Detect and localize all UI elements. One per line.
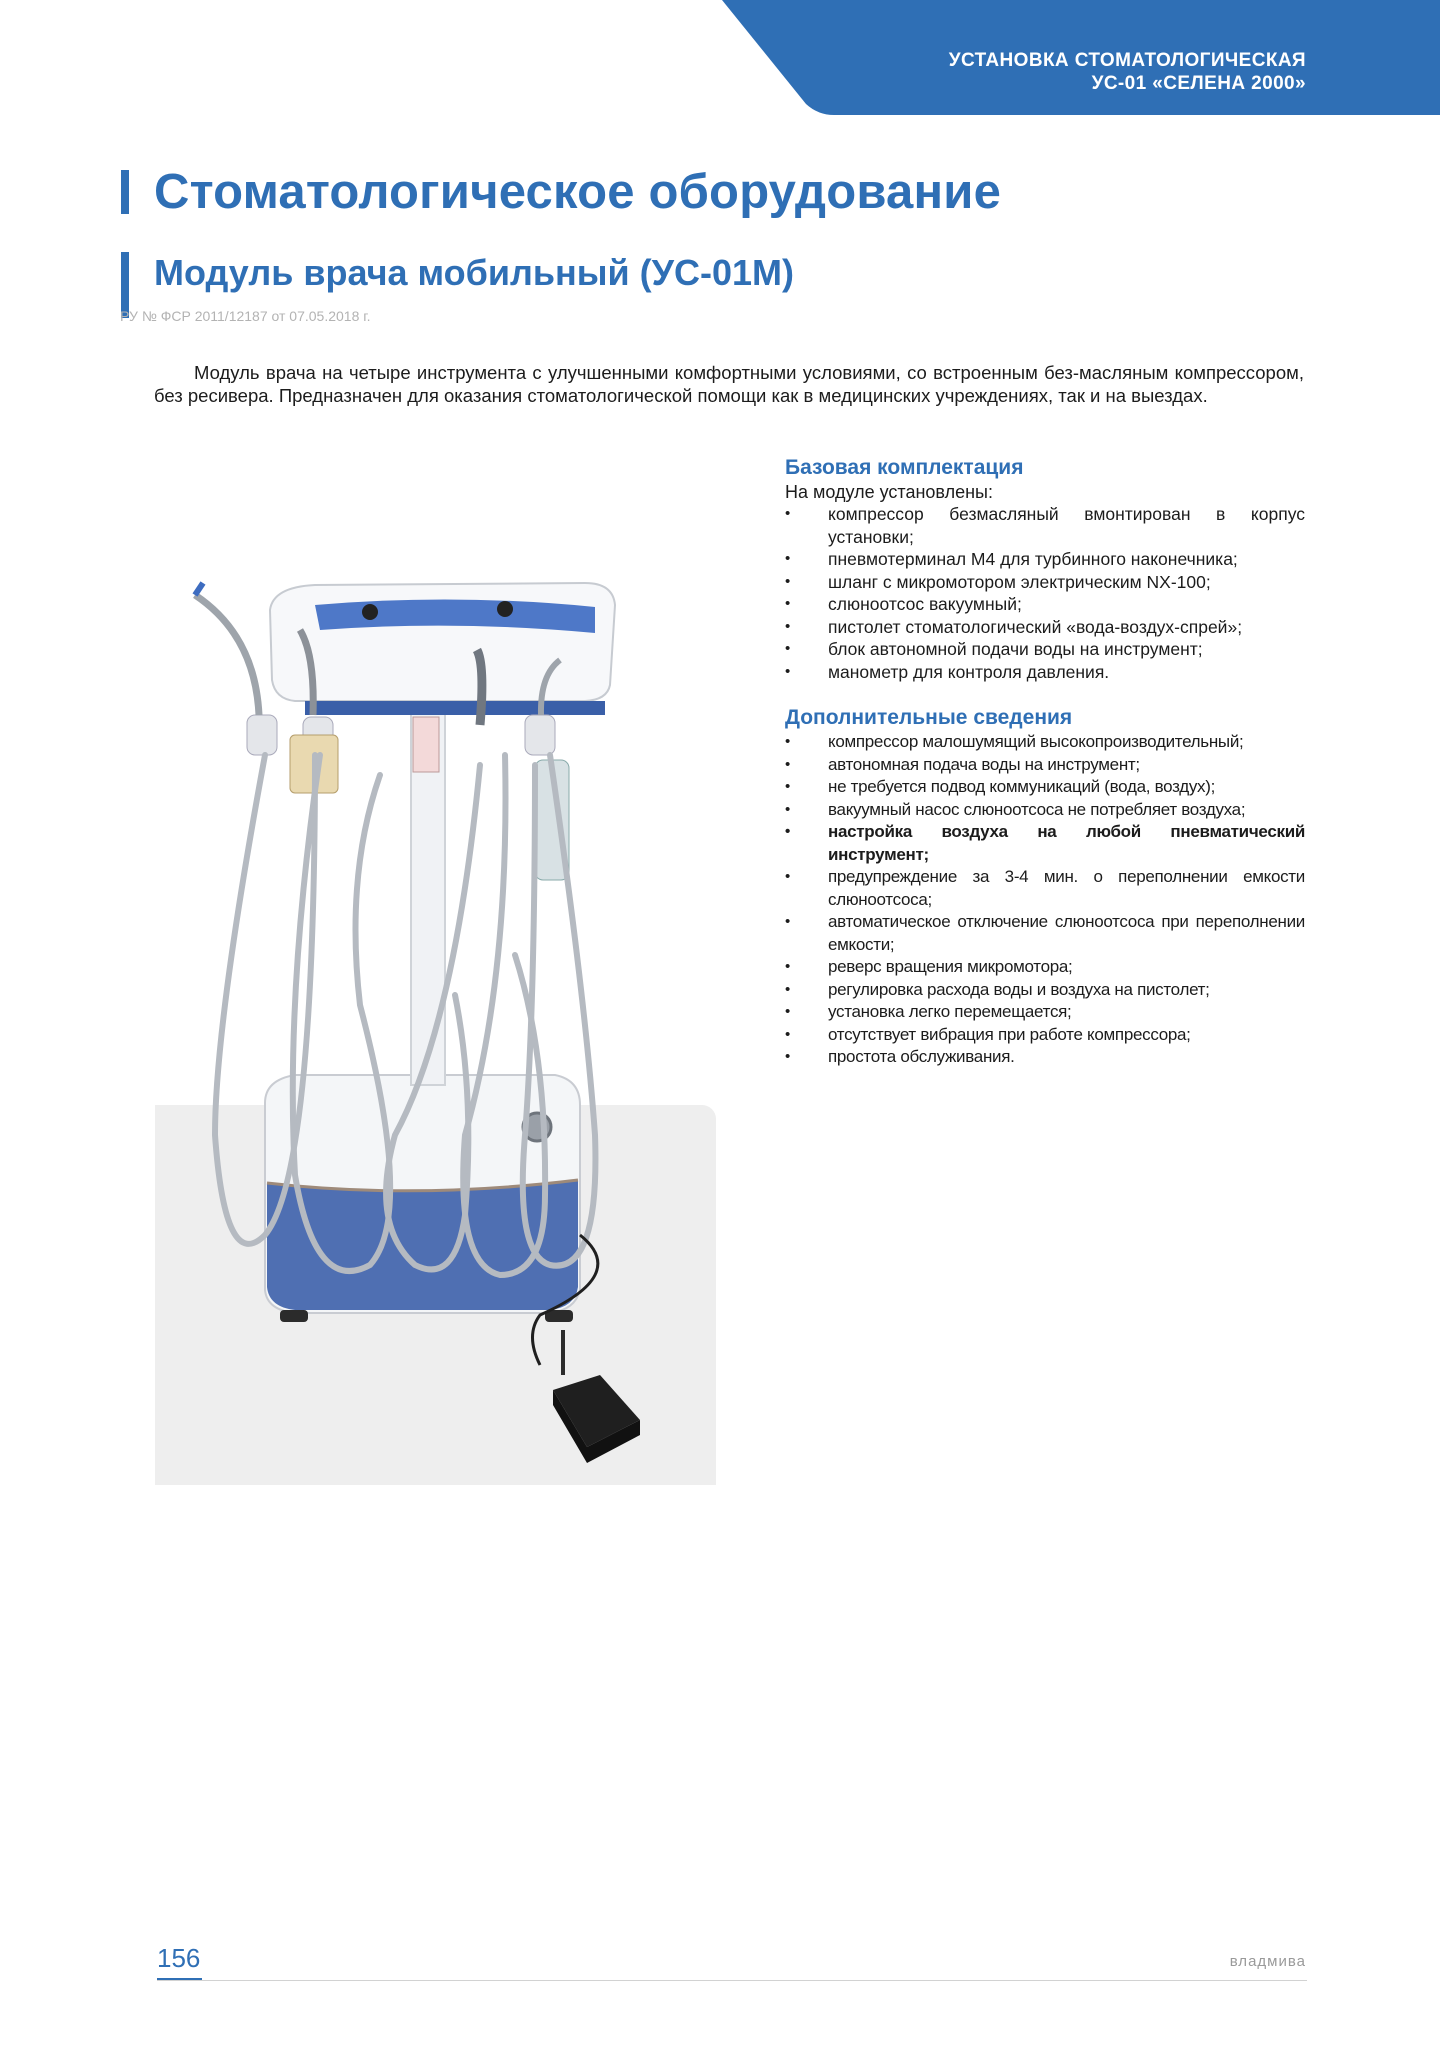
basic-kit-lead: На модуле установлены: [785,482,993,502]
intro-paragraph: Модуль врача на четыре инструмента с улучшенными комфортными условиями, со встроенным без-масляным компрессором, без ресивера. Предназначен для оказания стоматологической помощи как в медицинских учреждениях, так и на выездах. [154,362,1304,406]
list-item: • настройка воздуха на любой пневматический инструмент; [785,821,1305,866]
header-title [949,49,1306,95]
list-item: • простота обслуживания. [785,1046,1305,1069]
list-item: • не требуется подвод коммуникаций (вода, воздух); [785,776,1305,799]
footer-divider [157,1980,1307,1981]
list-item: • слюноотсос вакуумный; [785,593,1305,616]
extra-info-title: Дополнительные сведения [785,706,1073,729]
page-number: 156 [157,1943,201,1973]
main-title-bar [121,170,129,214]
header-title-line-1: УСТАНОВКА СТОМАТОЛОГИЧЕСКАЯ [948,50,1306,71]
list-item: • реверс вращения микромотора; [785,956,1305,979]
footer-brand: владмива [1229,1953,1306,1970]
page-title: Стоматологическое оборудование [154,165,1002,219]
basic-kit-title: Базовая комплектация [785,456,1024,479]
list-item: • пневмотерминал М4 для турбинного наконечника; [785,548,1305,571]
list-item: • пистолет стоматологический «вода-воздух-спрей»; [785,616,1305,639]
list-item: • вакуумный насос слюноотсоса не потребляет воздуха; [785,799,1305,822]
list-item: • автоматическое отключение слюноотсоса при переполнении емкости; [785,911,1305,956]
product-title: Модуль врача мобильный (УС-01М) [154,252,795,293]
list-item: • компрессор безмасляный вмонтирован в корпус установки; [785,503,1305,548]
registration-number: РУ № ФСР 2011/12187 от 07.05.2018 г. [120,308,371,324]
list-item: • манометр для контроля давления. [785,661,1305,684]
details-column [785,455,1305,1069]
list-item: • шланг с микромотором электрическим NX-100; [785,571,1305,594]
basic-kit-list [785,503,1305,683]
extra-info-list [785,731,1305,1069]
dental-unit-photo [155,575,716,1485]
list-item: • блок автономной подачи воды на инструмент; [785,638,1305,661]
list-item: • установка легко перемещается; [785,1001,1305,1024]
header-title-line-2: УС-01 «СЕЛЕНА 2000» [1091,73,1306,94]
list-item: • компрессор малошумящий высокопроизводительный; [785,731,1305,754]
list-item: • автономная подача воды на инструмент; [785,754,1305,777]
list-item: • отсутствует вибрация при работе компрессора; [785,1024,1305,1047]
list-item: • регулировка расхода воды и воздуха на пистолет; [785,979,1305,1002]
list-item: • предупреждение за 3-4 мин. о переполнении емкости слюноотсоса; [785,866,1305,911]
